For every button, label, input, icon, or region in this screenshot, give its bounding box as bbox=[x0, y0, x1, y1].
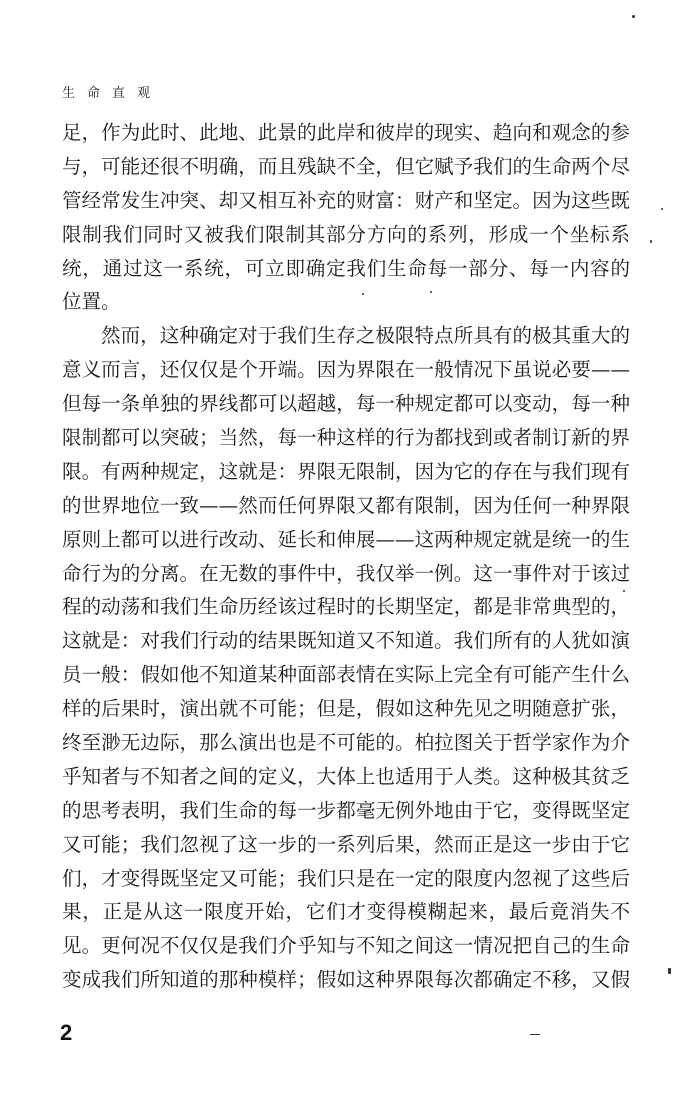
text-line: 样的后果时，演出就不可能；但是，假如这种先见之明随意扩张， bbox=[62, 697, 630, 721]
text-line: 终至渺无边际，那么演出也是不可能的。柏拉图关于哲学家作为介 bbox=[62, 731, 630, 755]
text-line: 位置。 bbox=[62, 290, 121, 314]
text-line: 见。更何况不仅仅是我们介乎知与不知之间这一情况把自己的生命 bbox=[62, 934, 630, 958]
text-line: 统，通过这一系统，可立即确定我们生命每一部分、每一内容的 bbox=[62, 256, 630, 280]
text-line: 这就是：对我们行动的结果既知道又不知道。我们所有的人犹如演 bbox=[62, 629, 630, 653]
text-line: 员一般：假如他不知道某种面部表情在实际上完全有可能产生什么 bbox=[62, 663, 630, 687]
text-line: 的世界地位一致——然而任何界限又都有限制，因为任何一种界限 bbox=[62, 493, 630, 517]
text-line: 又可能；我们忽视了这一步的一系列后果，然而正是这一步由于它 bbox=[62, 832, 630, 856]
text-line: 程的动荡和我们生命历经该过程时的长期坚定，都是非常典型的， bbox=[62, 595, 630, 619]
text-line: 与，可能还很不明确，而且残缺不全，但它赋予我们的生命两个尽 bbox=[62, 154, 630, 178]
scan-speck bbox=[362, 293, 364, 295]
text-line: 的思考表明，我们生命的每一步都毫无例外地由于它，变得既坚定 bbox=[62, 798, 630, 822]
scan-speck bbox=[530, 1034, 540, 1035]
text-line: 意义而言，还仅仅是个开端。因为界限在一般情况下虽说必要—— bbox=[62, 358, 630, 382]
paragraph-first-line: 然而，这种确定对于我们生存之极限特点所具有的极其重大的 bbox=[101, 324, 630, 348]
scan-speck bbox=[650, 240, 652, 243]
scan-speck bbox=[668, 968, 671, 974]
text-line: 乎知者与不知者之间的定义，大体上也适用于人类。这种极其贫乏 bbox=[62, 764, 630, 788]
scan-speck bbox=[430, 291, 432, 293]
text-line: 足，作为此时、此地、此景的此岸和彼岸的现实、趋向和观念的参 bbox=[62, 121, 630, 144]
text-line: 管经常发生冲突、却又相互补充的财富：财产和坚定。因为这些既 bbox=[62, 188, 630, 212]
text-line: 变成我们所知道的那种模样；假如这种界限每次都确定不移，又假 bbox=[62, 968, 630, 992]
text-line: 限制我们同时又被我们限制其部分方向的系列，形成一个坐标系 bbox=[62, 222, 630, 246]
scan-speck bbox=[632, 15, 635, 18]
scan-speck bbox=[623, 590, 625, 592]
text-line: 限。有两种规定，这就是：界限无限制，因为它的存在与我们现有 bbox=[62, 459, 630, 483]
page-number: 2 bbox=[60, 1020, 73, 1045]
text-line: 命行为的分离。在无数的事件中，我仅举一例。这一事件对于该过 bbox=[62, 561, 630, 585]
running-header: 生命直观 bbox=[62, 86, 163, 101]
text-line: 原则上都可以进行改动、延长和伸展——这两种规定就是统一的生 bbox=[62, 527, 630, 551]
body-text bbox=[62, 116, 630, 997]
text-line: 果，正是从这一限度开始，它们才变得模糊起来，最后竟消失不 bbox=[62, 900, 630, 924]
scan-speck bbox=[661, 208, 663, 210]
text-line: 限制都可以突破；当然，每一种这样的行为都找到或者制订新的界 bbox=[62, 426, 630, 450]
text-line: 但每一条单独的界线都可以超越，每一种规定都可以变动，每一种 bbox=[62, 392, 630, 416]
text-line: 们，才变得既坚定又可能；我们只是在一定的限度内忽视了这些后 bbox=[62, 866, 630, 890]
